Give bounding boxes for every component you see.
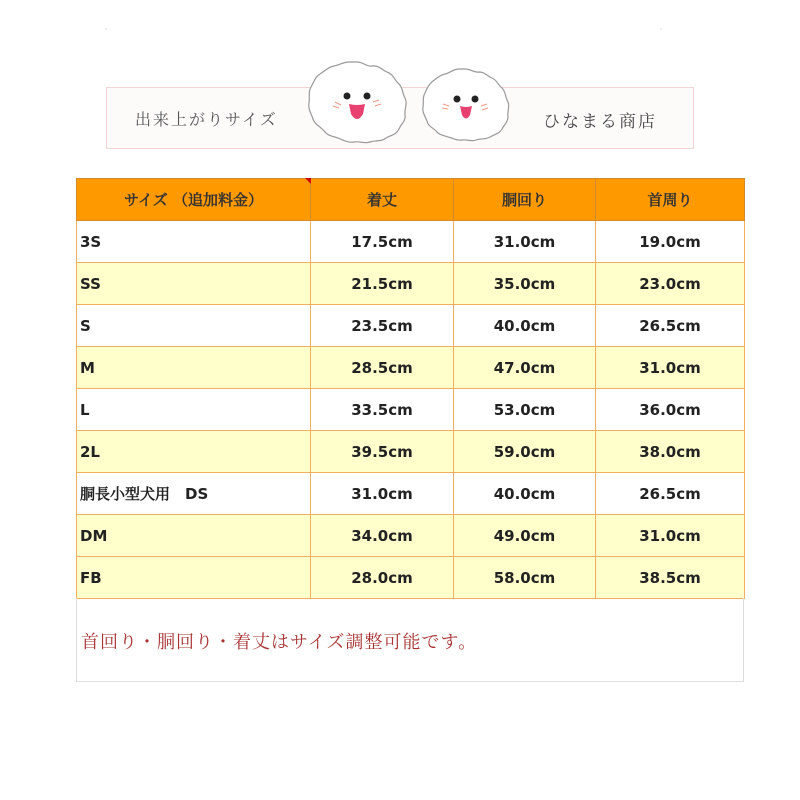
size-cell: M bbox=[77, 347, 311, 389]
shop-name: ひなまる商店 bbox=[543, 112, 657, 132]
size-cell: 2L bbox=[77, 431, 311, 473]
size-table bbox=[76, 178, 745, 599]
chest-cell: 40.0cm bbox=[454, 305, 596, 347]
table-row bbox=[77, 557, 745, 599]
chest-cell: 59.0cm bbox=[454, 431, 596, 473]
size-cell: L bbox=[77, 389, 311, 431]
table-row bbox=[77, 221, 745, 263]
neck-cell: 19.0cm bbox=[596, 221, 745, 263]
chest-cell: 40.0cm bbox=[454, 473, 596, 515]
size-cell: SS bbox=[77, 263, 311, 305]
length-cell: 28.5cm bbox=[311, 347, 454, 389]
column-header-chest: 胴回り bbox=[454, 179, 596, 221]
neck-cell: 26.5cm bbox=[596, 473, 745, 515]
column-header-length: 着丈 bbox=[311, 179, 454, 221]
mascot-left-icon bbox=[302, 58, 412, 146]
neck-cell: 38.5cm bbox=[596, 557, 745, 599]
chest-cell: 53.0cm bbox=[454, 389, 596, 431]
neck-cell: 31.0cm bbox=[596, 515, 745, 557]
chest-cell: 31.0cm bbox=[454, 221, 596, 263]
length-cell: 17.5cm bbox=[311, 221, 454, 263]
size-cell: FB bbox=[77, 557, 311, 599]
length-cell: 21.5cm bbox=[311, 263, 454, 305]
length-cell: 31.0cm bbox=[311, 473, 454, 515]
table-row bbox=[77, 347, 745, 389]
table-row bbox=[77, 263, 745, 305]
size-cell: 3S bbox=[77, 221, 311, 263]
length-cell: 23.5cm bbox=[311, 305, 454, 347]
neck-cell: 36.0cm bbox=[596, 389, 745, 431]
column-header-neck: 首周り bbox=[596, 179, 745, 221]
table-row bbox=[77, 473, 745, 515]
chest-cell: 58.0cm bbox=[454, 557, 596, 599]
length-cell: 28.0cm bbox=[311, 557, 454, 599]
neck-cell: 31.0cm bbox=[596, 347, 745, 389]
banner-title: 出来上がりサイズ bbox=[135, 110, 278, 129]
size-cell: 胴長小型犬用 DS bbox=[77, 473, 311, 515]
table-row bbox=[77, 305, 745, 347]
column-header-size bbox=[77, 179, 311, 221]
table-header-row bbox=[77, 179, 745, 221]
decor-dot bbox=[660, 28, 662, 30]
note-box bbox=[76, 598, 744, 682]
neck-cell: 38.0cm bbox=[596, 431, 745, 473]
size-cell: S bbox=[77, 305, 311, 347]
length-cell: 33.5cm bbox=[311, 389, 454, 431]
chest-cell: 35.0cm bbox=[454, 263, 596, 305]
neck-cell: 26.5cm bbox=[596, 305, 745, 347]
chest-cell: 47.0cm bbox=[454, 347, 596, 389]
header-label: サイズ （追加料金） bbox=[123, 191, 264, 209]
decor-dot bbox=[105, 28, 107, 30]
neck-cell: 23.0cm bbox=[596, 263, 745, 305]
table-row bbox=[77, 431, 745, 473]
chest-cell: 49.0cm bbox=[454, 515, 596, 557]
mascot-right-icon bbox=[417, 66, 513, 146]
length-cell: 39.5cm bbox=[311, 431, 454, 473]
size-cell: DM bbox=[77, 515, 311, 557]
adjustment-note: 首回り・胴回り・着丈はサイズ調整可能です。 bbox=[81, 632, 478, 653]
length-cell: 34.0cm bbox=[311, 515, 454, 557]
table-row bbox=[77, 515, 745, 557]
table-row bbox=[77, 389, 745, 431]
